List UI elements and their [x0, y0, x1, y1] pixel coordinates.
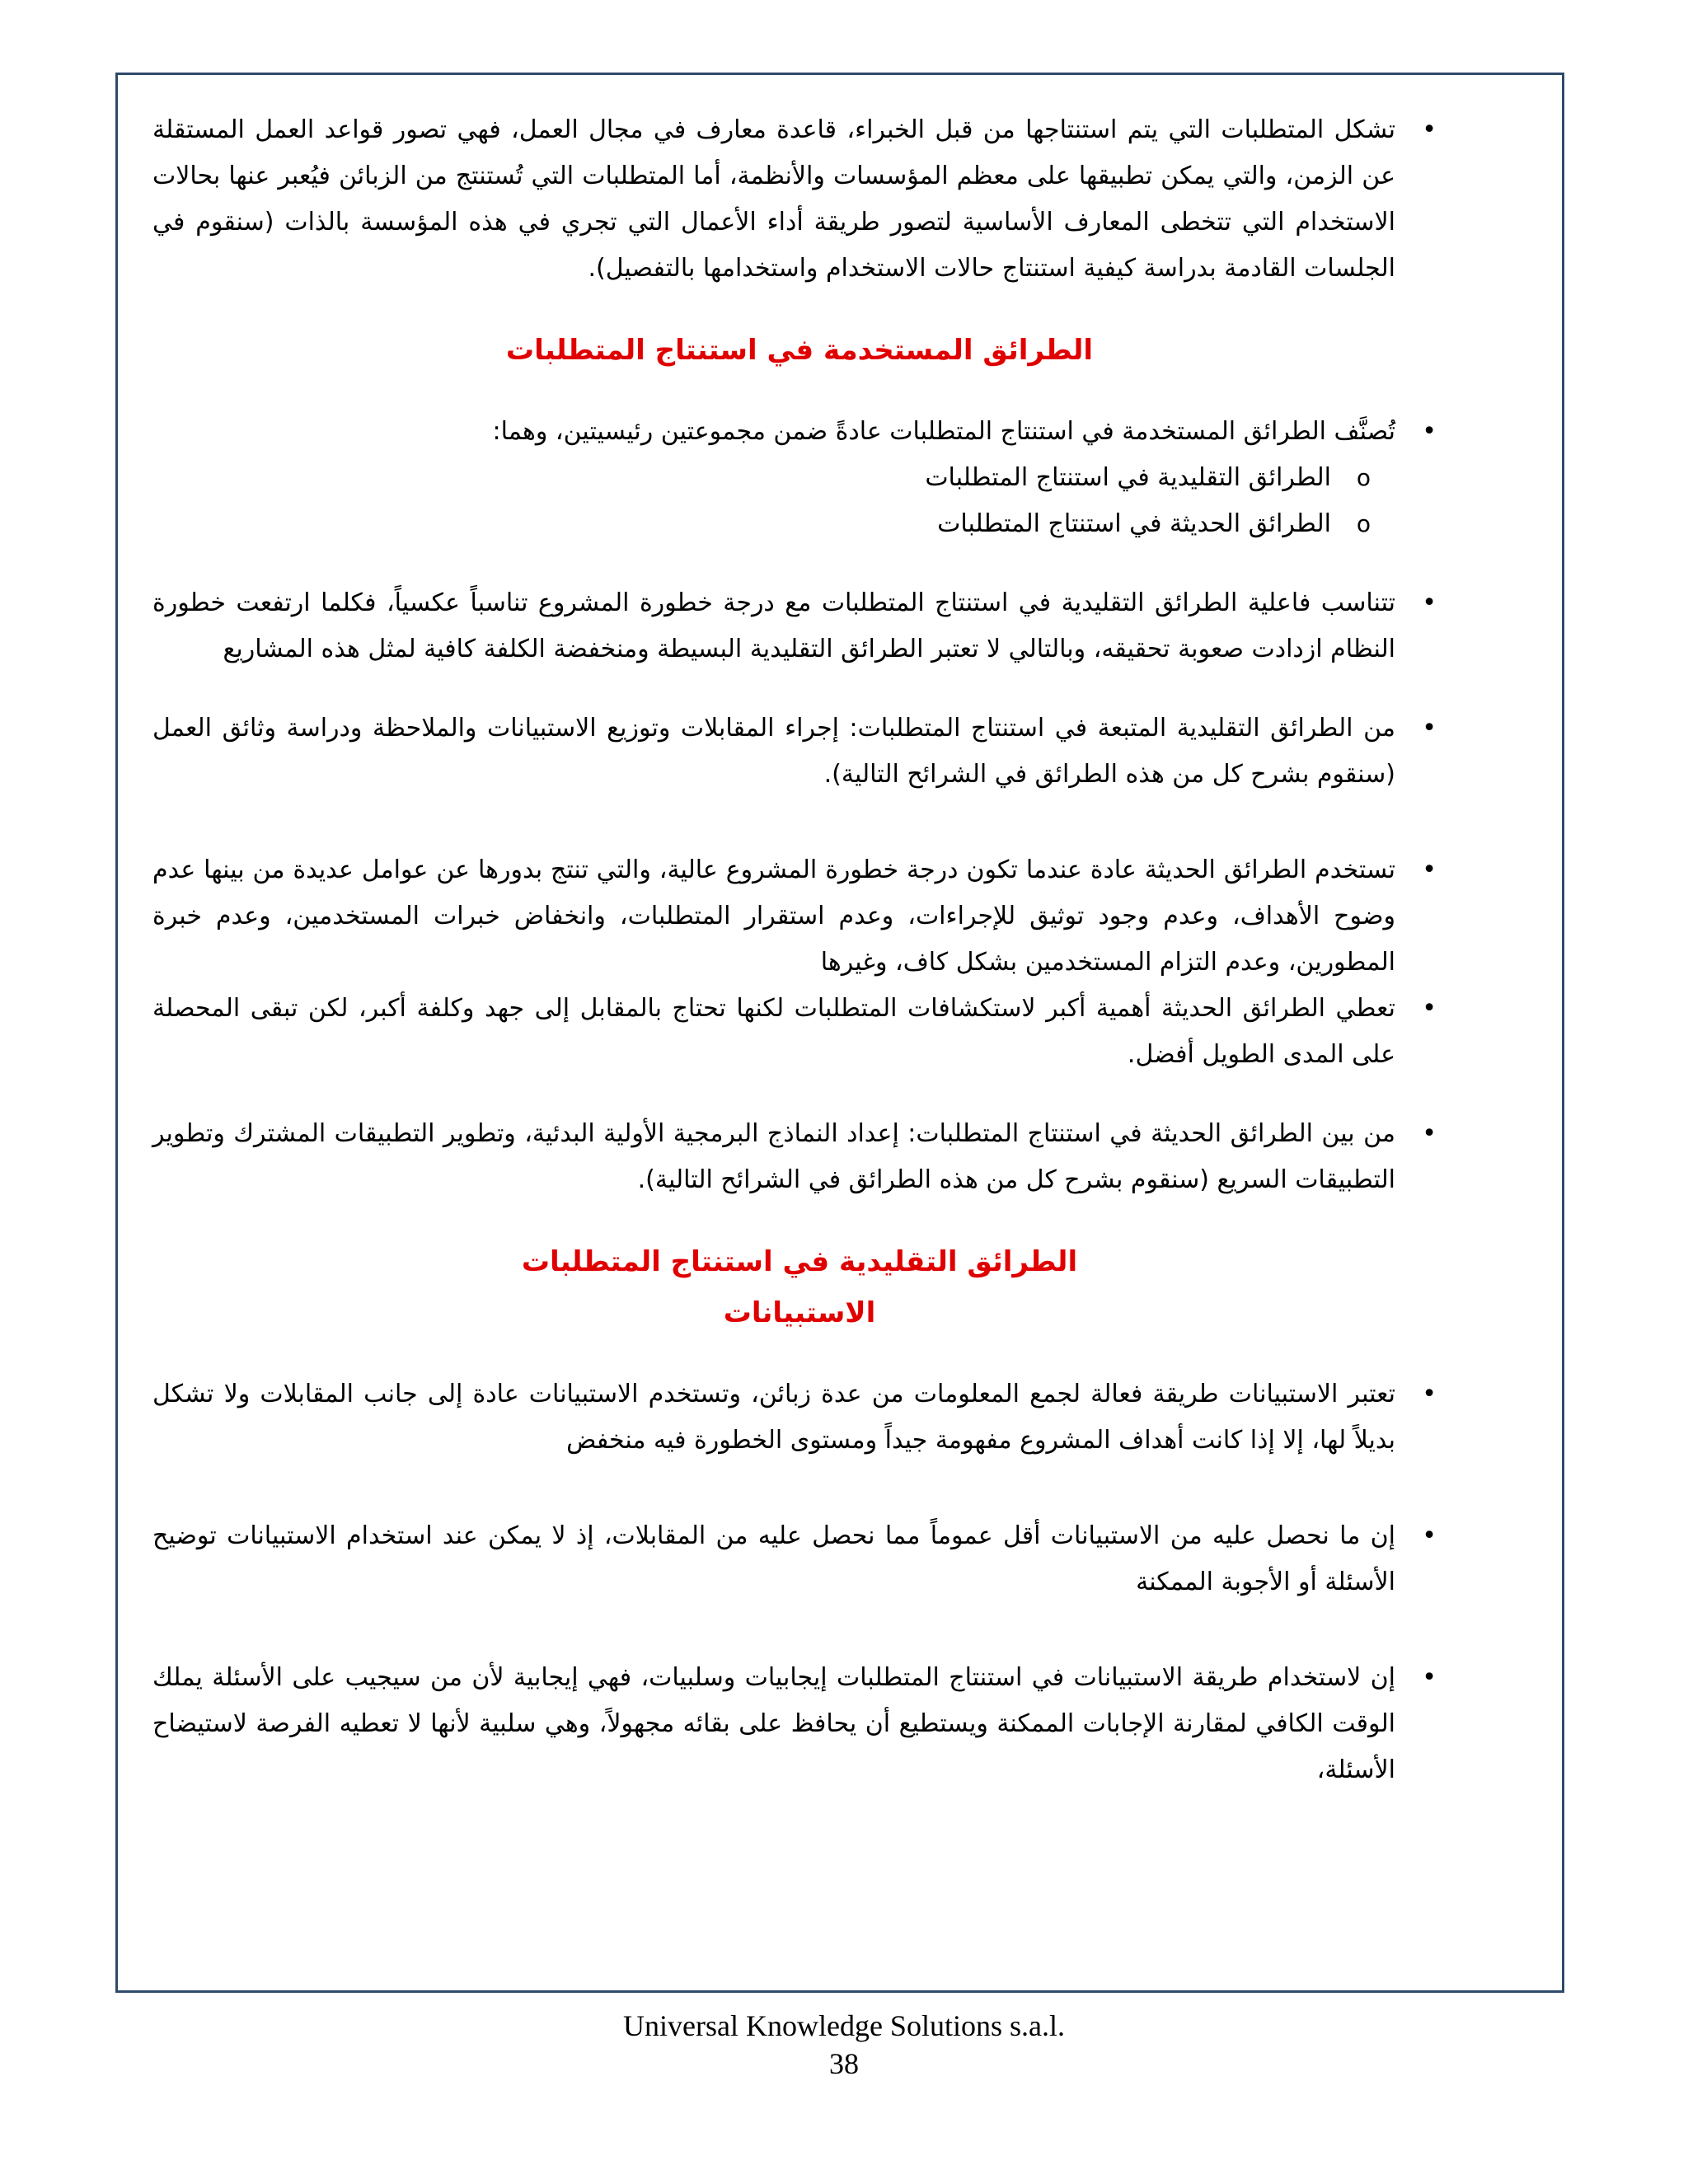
bullet-icon: •	[1422, 994, 1437, 1023]
bullet-paragraph-8	[152, 1371, 1447, 1464]
sub-bullet-text: الطرائق الحديثة في استنتاج المتطلبات	[937, 509, 1331, 538]
bullet-paragraph-2	[152, 409, 1447, 455]
bullet-icon: •	[1422, 1663, 1437, 1692]
paragraph-text: من بين الطرائق الحديثة في استنتاج المتطلبات: إعداد النماذج البرمجية الأولية البدئية، وتطوير التطبيقات المشترك وتطوير التطبيقات السريع (سنقوم بشرح كل من هذه الطرائق في الشرائح التالية).	[152, 1119, 1395, 1194]
bullet-paragraph-5	[152, 847, 1447, 986]
paragraph-text: تعتبر الاستبيانات طريقة فعالة لجمع المعلومات من عدة زبائن، وتستخدم الاستبيانات عادة إلى جانب المقابلات ولا تشكل بديلاً لها، إلا إذا كانت أهداف المشروع مفهومة جيداً ومستوى الخطورة فيه منخفض	[152, 1380, 1395, 1455]
footer-page-number: 38	[829, 2047, 859, 2080]
paragraph-text: تعطي الطرائق الحديثة أهمية أكبر لاستكشافات المتطلبات لكنها تحتاج بالمقابل إلى جهد وكلفة أكبر، لكن تبقى المحصلة على المدى الطويل أفضل.	[152, 994, 1395, 1069]
paragraph-text: إن لاستخدام طريقة الاستبيانات في استنتاج المتطلبات إيجابيات وسلبيات، فهي إيجابية لأن من سيجيب على الأسئلة يملك الوقت الكافي لمقارنة الإجابات الممكنة ويستطيع أن يحافظ على بقائه مجهولاً، وهي سلبية لأنها لا تعطيه الفرصة لاستيضاح الأسئلة،	[152, 1663, 1395, 1784]
footer-company: Universal Knowledge Solutions s.a.l.	[623, 2009, 1065, 2042]
section-heading-questionnaires: الاستبيانات	[723, 1296, 876, 1329]
bullet-icon: •	[1422, 1119, 1437, 1148]
sub-bullet-icon: o	[1356, 464, 1371, 491]
paragraph-text: تشكل المتطلبات التي يتم استنتاجها من قبل الخبراء، قاعدة معارف في مجال العمل، فهي تصور قواعد العمل المستقلة عن الزمن، والتي يمكن تطبيقها على معظم المؤسسات والأنظمة، أما المتطلبات التي تُستنتج من الزبائن فيُعبر عنها بحالات الاستخدام التي تتخطى المعارف الأساسية لتصور طريقة أداء الأعمال التي تجري في هذه المؤسسة بالذات (سنقوم في الجلسات القادمة بدراسة كيفية استنتاج حالات الاستخدام واستخدامها بالتفصيل).	[152, 115, 1395, 283]
bullet-paragraph-6	[152, 986, 1447, 1078]
page-content	[152, 107, 1447, 1793]
section-heading-methods: الطرائق المستخدمة في استنتاج المتطلبات	[505, 334, 1094, 367]
paragraph-text: تستخدم الطرائق الحديثة عادة عندما تكون درجة خطورة المشروع عالية، والتي تنتج بدورها عن عوامل عديدة من بينها عدم وضوح الأهداف، وعدم وجود توثيق للإجراءات، وعدم استقرار المتطلبات، وانخفاض خبرات المستخدمين، وعدم خبرة المطورين، وعدم التزام المستخدمين بشكل كاف، وغيرها	[152, 855, 1395, 977]
bullet-paragraph-4	[152, 705, 1447, 798]
bullet-icon: •	[1422, 1380, 1437, 1408]
bullet-icon: •	[1422, 588, 1437, 617]
paragraph-text: تُصنَّف الطرائق المستخدمة في استنتاج المتطلبات عادةً ضمن مجموعتين رئيسيتين، وهما:	[492, 417, 1395, 446]
sub-bullet-icon: o	[1356, 510, 1371, 537]
bullet-paragraph-7	[152, 1111, 1447, 1203]
bullet-paragraph-10	[152, 1655, 1447, 1793]
bullet-icon: •	[1422, 115, 1437, 144]
bullet-icon: •	[1422, 714, 1437, 743]
bullet-icon: •	[1422, 855, 1437, 884]
paragraph-text: إن ما نحصل عليه من الاستبيانات أقل عموماً مما نحصل عليه من المقابلات، إذ لا يمكن عند استخدام الاستبيانات توضيح الأسئلة أو الأجوبة الممكنة	[152, 1521, 1395, 1596]
sub-bullet-traditional	[152, 455, 1447, 501]
bullet-icon: •	[1422, 1521, 1437, 1550]
paragraph-text: من الطرائق التقليدية المتبعة في استنتاج المتطلبات: إجراء المقابلات وتوزيع الاستبيانات والملاحظة ودراسة وثائق العمل (سنقوم بشرح كل من هذه الطرائق في الشرائح التالية).	[152, 714, 1395, 789]
section-heading-traditional: الطرائق التقليدية في استنتاج المتطلبات	[521, 1245, 1078, 1278]
bullet-paragraph-3	[152, 580, 1447, 673]
sub-bullet-text: الطرائق التقليدية في استنتاج المتطلبات	[925, 463, 1331, 492]
sub-bullet-modern	[152, 501, 1447, 547]
bullet-icon: •	[1422, 417, 1437, 446]
paragraph-text: تتناسب فاعلية الطرائق التقليدية في استنتاج المتطلبات مع درجة خطورة المشروع تناسباً عكسياً، فكلما ارتفعت خطورة النظام ازدادت صعوبة تحقيقه، وبالتالي لا تعتبر الطرائق التقليدية البسيطة ومنخفضة الكلفة كافية لمثل هذه المشاريع	[152, 588, 1395, 663]
bullet-paragraph-1	[152, 107, 1447, 292]
bullet-paragraph-9	[152, 1513, 1447, 1605]
